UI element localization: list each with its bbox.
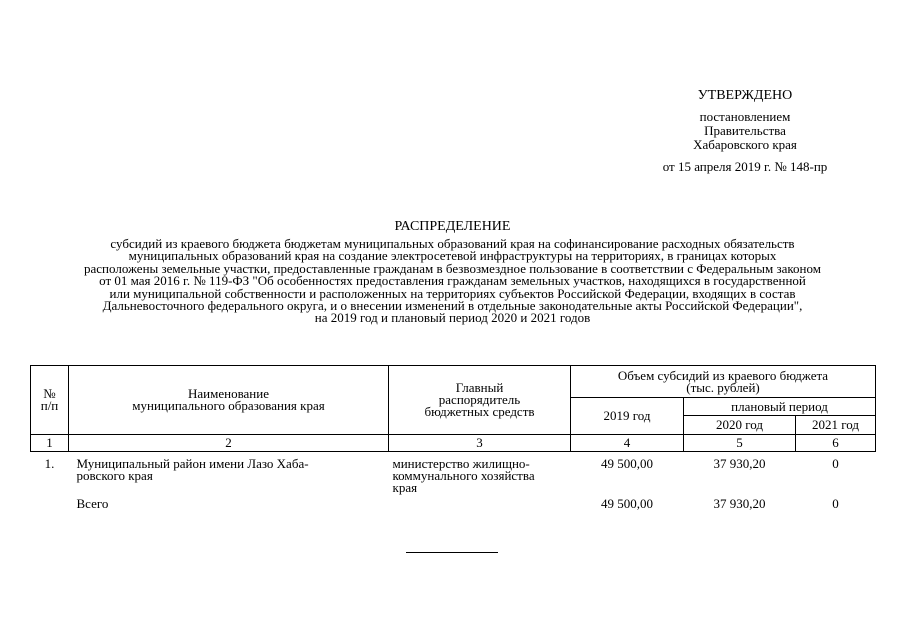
subsidy-table — [30, 365, 876, 510]
column-number: 2 — [69, 435, 389, 452]
header-volume: Объем субсидий из краевого бюджета (тыс. рублей) — [571, 366, 876, 398]
column-number: 3 — [389, 435, 571, 452]
row-value-2020: 37 930,20 — [713, 456, 766, 471]
column-number: 6 — [796, 435, 876, 452]
document-title: РАСПРЕДЕЛЕНИЕ — [394, 219, 511, 234]
column-number: 4 — [571, 435, 684, 452]
heading-line-1: субсидий из краевого бюджета бюджетам муниципальных образований края на софинансирование расходных обязательств — [110, 236, 795, 251]
column-number: 1 — [31, 435, 69, 452]
header-year-2021: 2021 год — [796, 416, 876, 435]
heading-line-3: расположены земельные участки, предоставленные гражданам в безвозмездное пользование в соответствии с Федеральным законом — [84, 260, 821, 276]
header-distributor: Главный распорядитель бюджетных средств — [389, 366, 571, 435]
column-numbers-row — [31, 435, 876, 452]
table-row — [31, 452, 876, 495]
heading-line-5: или муниципальной собственности и расположенных на территориях субъектов Российской Федерации, входящих в состав — [109, 285, 796, 301]
approval-block — [580, 89, 905, 174]
row-value-2019: 49 500,00 — [601, 456, 653, 471]
total-label: Всего — [76, 496, 109, 511]
row-distributor: министерство жилищно- коммунального хозяйства края — [392, 456, 535, 495]
row-number: 1. — [44, 456, 55, 471]
header-num: № п/п — [31, 366, 69, 435]
header-planned-period: плановый период — [684, 398, 876, 416]
approval-date: от 15 апреля 2019 г. № 148-пр — [662, 159, 828, 174]
row-municipality: Муниципальный район имени Лазо Хаба- ровского края — [76, 456, 309, 483]
column-number: 5 — [684, 435, 796, 452]
document-heading — [30, 219, 875, 325]
heading-line-4: от 01 мая 2016 г. № 119-ФЗ "Об особенностях предоставления гражданам земельных участков, находящихся в государственной — [99, 273, 806, 289]
heading-line-2: муниципальных образований края на создание электросетевой инфраструктуры на территориях, в границах которых — [128, 248, 777, 264]
approval-line-1: постановлением — [699, 109, 791, 124]
total-value-2019: 49 500,00 — [601, 496, 653, 511]
header-municipality: Наименование муниципального образования края — [69, 366, 389, 435]
row-value-2021: 0 — [832, 456, 839, 471]
end-divider — [406, 552, 498, 553]
total-row — [31, 494, 876, 510]
header-year-2019: 2019 год — [571, 398, 684, 435]
total-value-2021: 0 — [832, 496, 839, 511]
approval-line-3: Хабаровского края — [693, 137, 797, 152]
heading-line-6: Дальневосточного федерального округа, и о внесении изменений в отдельные законодательные акты Российской Федерации", — [102, 298, 803, 314]
total-value-2020: 37 930,20 — [713, 496, 766, 511]
header-year-2020: 2020 год — [684, 416, 796, 435]
approval-line-2: Правительства — [704, 123, 786, 138]
heading-line-7: на 2019 год и плановый период 2020 и 2021 годов — [314, 310, 591, 326]
approval-stamp: УТВЕРЖДЕНО — [697, 88, 793, 103]
